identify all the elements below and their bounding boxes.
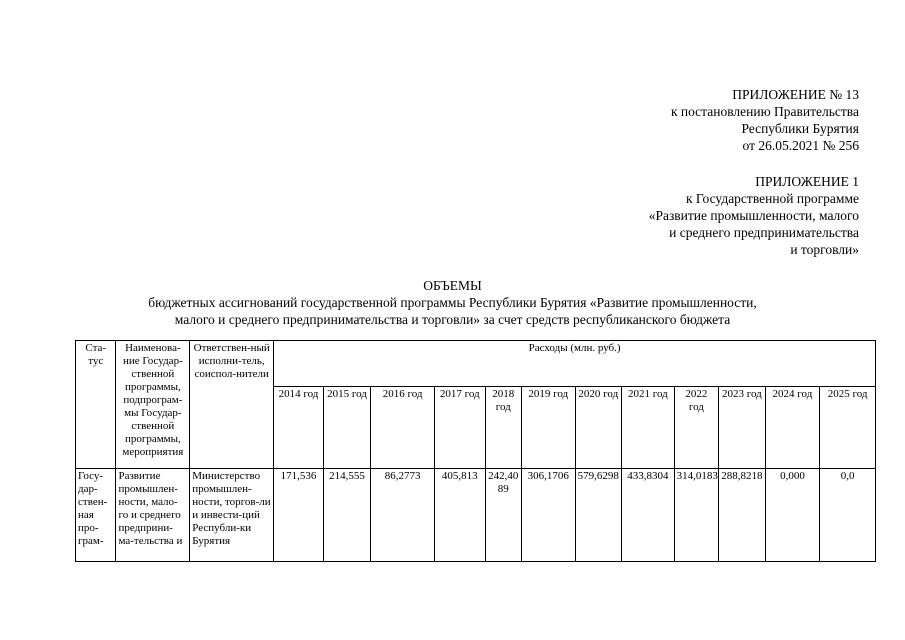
value-cell: 0,000 xyxy=(765,469,820,562)
republic-name: Республики Бурятия xyxy=(741,121,859,136)
year-header: 2014 год xyxy=(274,386,324,469)
value-cell: 242,40 89 xyxy=(485,469,521,562)
table-row xyxy=(76,469,876,562)
program-name-3: и торговли» xyxy=(790,242,859,257)
resolution-ref: к постановлению Правительства xyxy=(670,104,859,119)
year-header: 2019 год xyxy=(521,386,575,469)
page-cutoff xyxy=(0,565,905,640)
value-cell: 314,0183 xyxy=(674,469,718,562)
year-header: 2016 год xyxy=(371,386,435,469)
appendix-title: ПРИЛОЖЕНИЕ 1 xyxy=(755,174,859,189)
header-status: Ста-тус xyxy=(76,341,116,469)
appendix-number: ПРИЛОЖЕНИЕ № 13 xyxy=(732,87,859,102)
resolution-date: от 26.05.2021 № 256 xyxy=(742,138,859,153)
program-name-2: и среднего предпринимательства xyxy=(669,225,859,240)
program-name-1: «Развитие промышленности, малого xyxy=(648,208,859,223)
value-cell: 306,1706 xyxy=(521,469,575,562)
row-name: Развитие промышлен-ности, мало-го и среднего предприни-ма-тельства и xyxy=(116,469,190,562)
table-header-row xyxy=(76,341,876,387)
value-cell: 0,0 xyxy=(820,469,876,562)
program-ref: к Государственной программе xyxy=(685,191,859,206)
value-cell: 288,8218 xyxy=(719,469,766,562)
row-responsible: Министерство промышлен-ности, торгов-ли и инвести-ций Республи-ки Бурятия xyxy=(190,469,274,562)
value-cell: 86,2773 xyxy=(371,469,435,562)
header-expenses: Расходы (млн. руб.) xyxy=(274,341,876,387)
year-header: 2023 год xyxy=(719,386,766,469)
program-appendix-header xyxy=(649,173,859,258)
value-cell: 214,555 xyxy=(323,469,371,562)
approval-header xyxy=(671,86,859,154)
header-name: Наименова-ние Государ-ственной программы, подпрограм-мы Государ-ственной программы, мероприятия xyxy=(116,341,190,469)
value-cell: 171,536 xyxy=(274,469,324,562)
year-header: 2015 год xyxy=(323,386,371,469)
year-header: 2020 год xyxy=(575,386,622,469)
caption-line-2: малого и среднего предпринимательства и торговли» за счет средств республиканского бюджета xyxy=(174,312,731,327)
value-cell: 579,6298 xyxy=(575,469,622,562)
caption-title: ОБЪЕМЫ xyxy=(423,278,482,293)
year-header: 2022 год xyxy=(674,386,718,469)
year-header: 2024 год xyxy=(765,386,820,469)
year-header: 2018 год xyxy=(485,386,521,469)
caption-line-1: бюджетных ассигнований государственной программы Республики Бурятия «Развитие промышленности, xyxy=(148,295,757,310)
value-cell: 405,813 xyxy=(434,469,485,562)
value-cell: 433,8304 xyxy=(622,469,675,562)
year-header: 2025 год xyxy=(820,386,876,469)
year-header: 2021 год xyxy=(622,386,675,469)
document-caption xyxy=(0,277,905,328)
row-status: Госу-дар-ствен-ная про-грам- xyxy=(76,469,116,562)
year-header: 2017 год xyxy=(434,386,485,469)
header-responsible: Ответствен-ный исполни-тель, соиспол-нители xyxy=(190,341,274,469)
budget-table xyxy=(75,340,876,562)
